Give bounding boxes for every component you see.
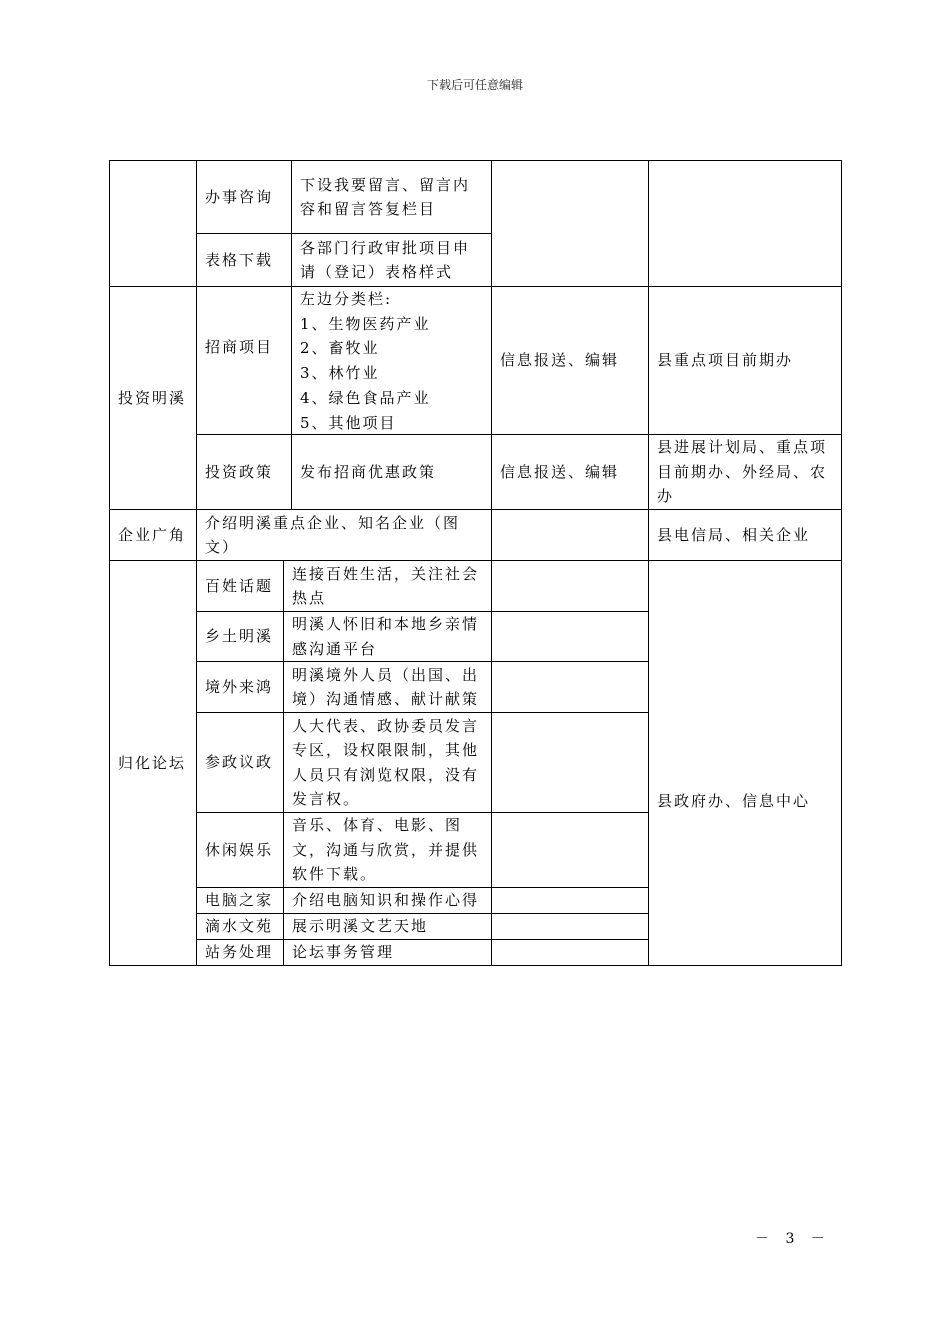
subcolumn-cell: 招商项目 bbox=[197, 287, 292, 435]
maintenance-cell-empty bbox=[492, 612, 649, 662]
subcolumn-cell: 休闲娱乐 bbox=[197, 813, 284, 888]
maintenance-cell-empty bbox=[492, 713, 649, 813]
description-cell: 左边分类栏: 1、生物医药产业 2、畜牧业 3、林竹业 4、绿色食品产业 5、其他项目 bbox=[292, 287, 492, 435]
category-cell: 归化论坛 bbox=[110, 561, 197, 965]
description-cell: 介绍电脑知识和操作心得 bbox=[284, 888, 492, 914]
description-cell: 连接百姓生活，关注社会热点 bbox=[284, 561, 492, 612]
page-header: 下载后可任意编辑 bbox=[426, 78, 523, 92]
department-cell-empty bbox=[649, 161, 841, 287]
maintenance-cell: 信息报送、编辑 bbox=[492, 435, 649, 510]
website-column-table bbox=[109, 160, 842, 966]
category-cell: 投资明溪 bbox=[110, 287, 197, 510]
description-cell: 音乐、体育、电影、图文，沟通与欣赏，并提供软件下载。 bbox=[284, 813, 492, 888]
department-cell: 县进展计划局、重点项目前期办、外经局、农办 bbox=[649, 435, 841, 510]
description-cell: 人大代表、政协委员发言专区，设权限限制，其他人员只有浏览权限，没有发言权。 bbox=[284, 713, 492, 813]
description-cell: 介绍明溪重点企业、知名企业（图文） bbox=[197, 510, 492, 561]
description-cell: 论坛事务管理 bbox=[284, 940, 492, 965]
subcolumn-cell: 境外来鸿 bbox=[197, 662, 284, 713]
maintenance-cell: 信息报送、编辑 bbox=[492, 287, 649, 435]
subcolumn-cell: 电脑之家 bbox=[197, 888, 284, 914]
subcolumn-cell: 办事咨询 bbox=[197, 161, 292, 234]
subcolumn-cell: 参政议政 bbox=[197, 713, 284, 813]
maintenance-cell-empty bbox=[492, 510, 649, 561]
category-cell-empty bbox=[110, 161, 197, 287]
maintenance-cell-empty bbox=[492, 888, 649, 914]
maintenance-cell-empty bbox=[492, 161, 649, 287]
maintenance-cell-empty bbox=[492, 914, 649, 940]
department-cell: 县政府办、信息中心 bbox=[657, 791, 811, 810]
maintenance-cell-empty bbox=[492, 813, 649, 888]
description-cell: 明溪境外人员（出国、出境）沟通情感、献计献策 bbox=[284, 662, 492, 713]
description-cell: 明溪人怀旧和本地乡亲情感沟通平台 bbox=[284, 612, 492, 662]
description-cell: 发布招商优惠政策 bbox=[292, 435, 492, 510]
subcolumn-cell: 投资政策 bbox=[197, 435, 292, 510]
department-cell: 县重点项目前期办 bbox=[649, 287, 841, 435]
maintenance-cell-empty bbox=[492, 940, 649, 965]
maintenance-cell-empty bbox=[492, 662, 649, 713]
subcolumn-cell: 表格下载 bbox=[197, 234, 292, 287]
subcolumn-cell: 滴水文苑 bbox=[197, 914, 284, 940]
description-cell: 下设我要留言、留言内容和留言答复栏目 bbox=[292, 161, 492, 234]
category-cell: 企业广角 bbox=[110, 510, 197, 561]
department-cell: 县电信局、相关企业 bbox=[649, 510, 841, 561]
page-number: － 3 － bbox=[755, 1231, 831, 1247]
description-cell: 展示明溪文艺天地 bbox=[284, 914, 492, 940]
maintenance-cell-empty bbox=[492, 561, 649, 612]
subcolumn-cell: 百姓话题 bbox=[197, 561, 284, 612]
description-cell: 各部门行政审批项目申请（登记）表格样式 bbox=[292, 234, 492, 287]
subcolumn-cell: 乡土明溪 bbox=[197, 612, 284, 662]
subcolumn-cell: 站务处理 bbox=[197, 940, 284, 965]
